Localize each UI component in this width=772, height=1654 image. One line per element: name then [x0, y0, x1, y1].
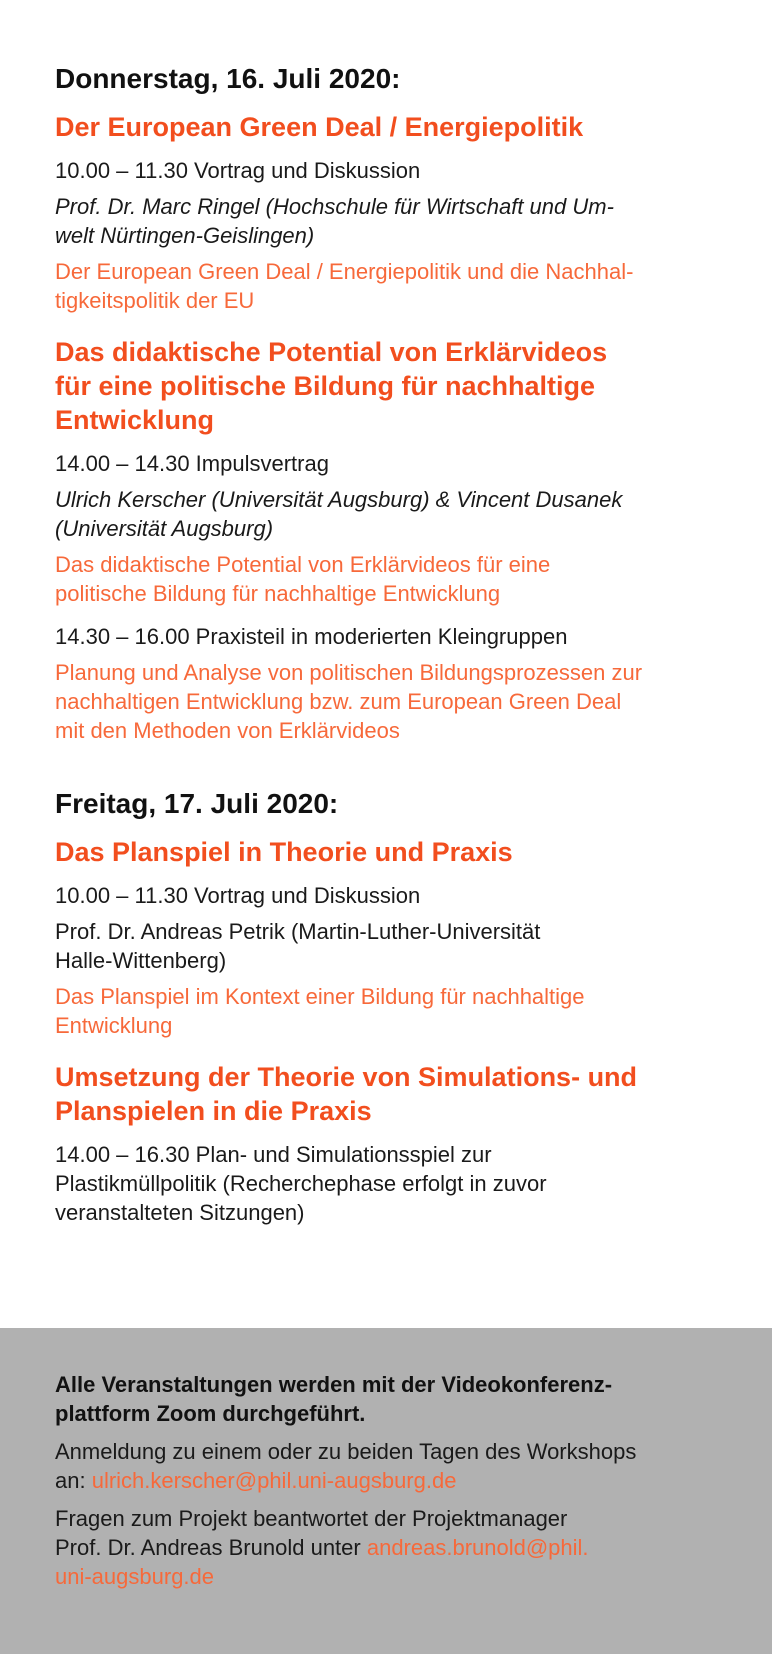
session-title-green-deal: Der European Green Deal / Energiepolitik [55, 112, 584, 142]
topic-line: Das Planspiel im Kontext einer Bildung für nachhaltige [55, 984, 585, 1009]
session-title-simulation [55, 1060, 735, 1128]
footer-content [55, 1370, 735, 1591]
speaker-line: Halle-Wittenberg) [55, 948, 227, 973]
registration-info [55, 1437, 735, 1495]
session-time: veranstalteten Sitzungen) [55, 1200, 305, 1225]
speaker-block [55, 485, 735, 543]
speaker-line: Ulrich Kerscher (Universität Augsburg) & Vincent Dusanek [55, 487, 623, 512]
zoom-notice: plattform Zoom durchgeführt. [55, 1401, 366, 1426]
session-title-line: Entwicklung [55, 405, 215, 435]
topic-block [55, 658, 735, 745]
program-content [55, 62, 735, 1227]
speaker-line: Prof. Dr. Andreas Petrik (Martin-Luther-Universität [55, 919, 541, 944]
contact-prefix: Prof. Dr. Andreas Brunold unter [55, 1535, 367, 1560]
session-time: 10.00 – 11.30 Vortrag und Diskussion [55, 158, 421, 183]
registration-email-link[interactable]: ulrich.kerscher@phil.uni-augsburg.de [91, 1468, 457, 1493]
topic-line: Das didaktische Potential von Erklärvideos für eine [55, 552, 551, 577]
day-heading-thursday: Donnerstag, 16. Juli 2020: [55, 63, 401, 94]
session-time: 10.00 – 11.30 Vortrag und Diskussion [55, 883, 421, 908]
registration-line [55, 1466, 735, 1495]
session-title-line: Planspielen in die Praxis [55, 1096, 372, 1126]
session-title-line: Das didaktische Potential von Erklärvideos [55, 337, 608, 367]
contact-email-link-cont[interactable]: uni-augsburg.de [55, 1564, 215, 1589]
contact-email-link[interactable]: andreas.brunold@phil. [366, 1535, 589, 1560]
speaker-line: (Universität Augsburg) [55, 516, 274, 541]
session-time: Plastikmüllpolitik (Recherchephase erfolgt in zuvor [55, 1171, 547, 1196]
info-footer [0, 1328, 772, 1654]
session-time: 14.30 – 16.00 Praxisteil in moderierten Kleingruppen [55, 624, 568, 649]
topic-line: nachhaltigen Entwicklung bzw. zum European Green Deal [55, 689, 622, 714]
day-heading-friday: Freitag, 17. Juli 2020: [55, 788, 339, 819]
topic-line: tigkeitspolitik der EU [55, 288, 255, 313]
session-time: 14.00 – 16.30 Plan- und Simulationsspiel zur [55, 1142, 492, 1167]
speaker-line: Prof. Dr. Marc Ringel (Hochschule für Wirtschaft und Um- [55, 194, 614, 219]
topic-block [55, 550, 735, 608]
session-time: 14.00 – 14.30 Impulsvertrag [55, 451, 329, 476]
session-title-line: für eine politische Bildung für nachhaltige [55, 371, 596, 401]
session-title-explainer-videos [55, 335, 735, 437]
topic-line: Planung und Analyse von politischen Bildungsprozessen zur [55, 660, 643, 685]
contact-line [55, 1533, 735, 1562]
session-title-planspiel: Das Planspiel in Theorie und Praxis [55, 837, 513, 867]
topic-line: Der European Green Deal / Energiepolitik und die Nachhal- [55, 259, 634, 284]
registration-line: Anmeldung zu einem oder zu beiden Tagen des Workshops [55, 1439, 637, 1464]
topic-block [55, 982, 735, 1040]
topic-block [55, 257, 735, 315]
zoom-notice: Alle Veranstaltungen werden mit der Videokonferenz- [55, 1372, 613, 1397]
contact-line [55, 1562, 735, 1591]
session-title-line: Umsetzung der Theorie von Simulations- und [55, 1062, 638, 1092]
topic-line: politische Bildung für nachhaltige Entwicklung [55, 581, 501, 606]
session-time-block [55, 1140, 735, 1227]
contact-line: Fragen zum Projekt beantwortet der Projektmanager [55, 1506, 568, 1531]
speaker-block [55, 192, 735, 250]
topic-line: Entwicklung [55, 1013, 173, 1038]
speaker-line: welt Nürtingen-Geislingen) [55, 223, 315, 248]
topic-line: mit den Methoden von Erklärvideos [55, 718, 400, 743]
contact-info [55, 1504, 735, 1591]
registration-prefix: an: [55, 1468, 92, 1493]
speaker-block [55, 917, 735, 975]
